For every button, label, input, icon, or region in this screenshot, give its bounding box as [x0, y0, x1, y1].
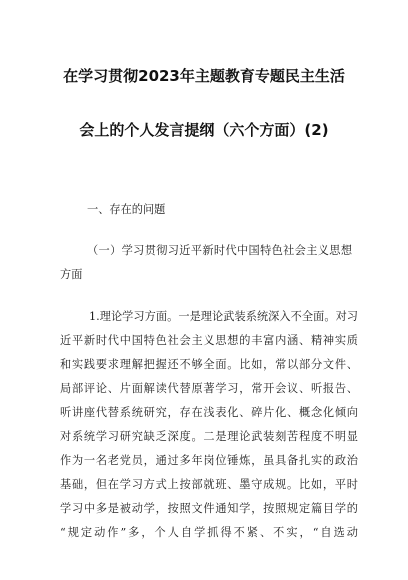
- paragraph-line: 作为一名老党员，通过多年岗位锤炼，虽具备扎实的政治: [60, 454, 358, 467]
- paragraph-line: 听讲座代替系统研究，存在浅表化、碎片化、概念化倾向: [60, 406, 358, 419]
- subsection-heading-line-1: （一）学习贯彻习近平新时代中国特色社会主义思想: [87, 244, 353, 257]
- section-heading: 一、存在的问题: [87, 203, 166, 216]
- paragraph-line: 和实践要求理解把握还不够全面。比如，常以部分文件、: [60, 358, 358, 371]
- document-title-line-2: 会上的个人发言提纲（六个方面）(2): [79, 121, 329, 139]
- paragraph-line: 局部评论、片面解读代替原著学习，常开会议、听报告、: [60, 382, 358, 395]
- paragraph-line: 对系统学习研究缺乏深度。二是理论武装刻苦程度不明显: [60, 430, 358, 443]
- paragraph-line: 近平新时代中国特色社会主义思想的丰富内涵、精神实质: [60, 334, 358, 347]
- paragraph-line: “规定动作”多，个人自学抓得不紧、不实，“自选动: [60, 526, 358, 539]
- paragraph-line: 学习中多是被动学，按照文件通知学，按照规定篇目学的: [60, 502, 358, 515]
- document-title-line-1: 在学习贯彻2023年主题教育专题民主生活: [63, 67, 345, 85]
- paragraph-line: 基础，但在学习方式上按部就班、墨守成规。比如，平时: [60, 478, 358, 491]
- subsection-heading-line-2: 方面: [60, 268, 83, 281]
- paragraph-line: 1.理论学习方面。一是理论武装系统深入不全面。对习: [89, 310, 358, 323]
